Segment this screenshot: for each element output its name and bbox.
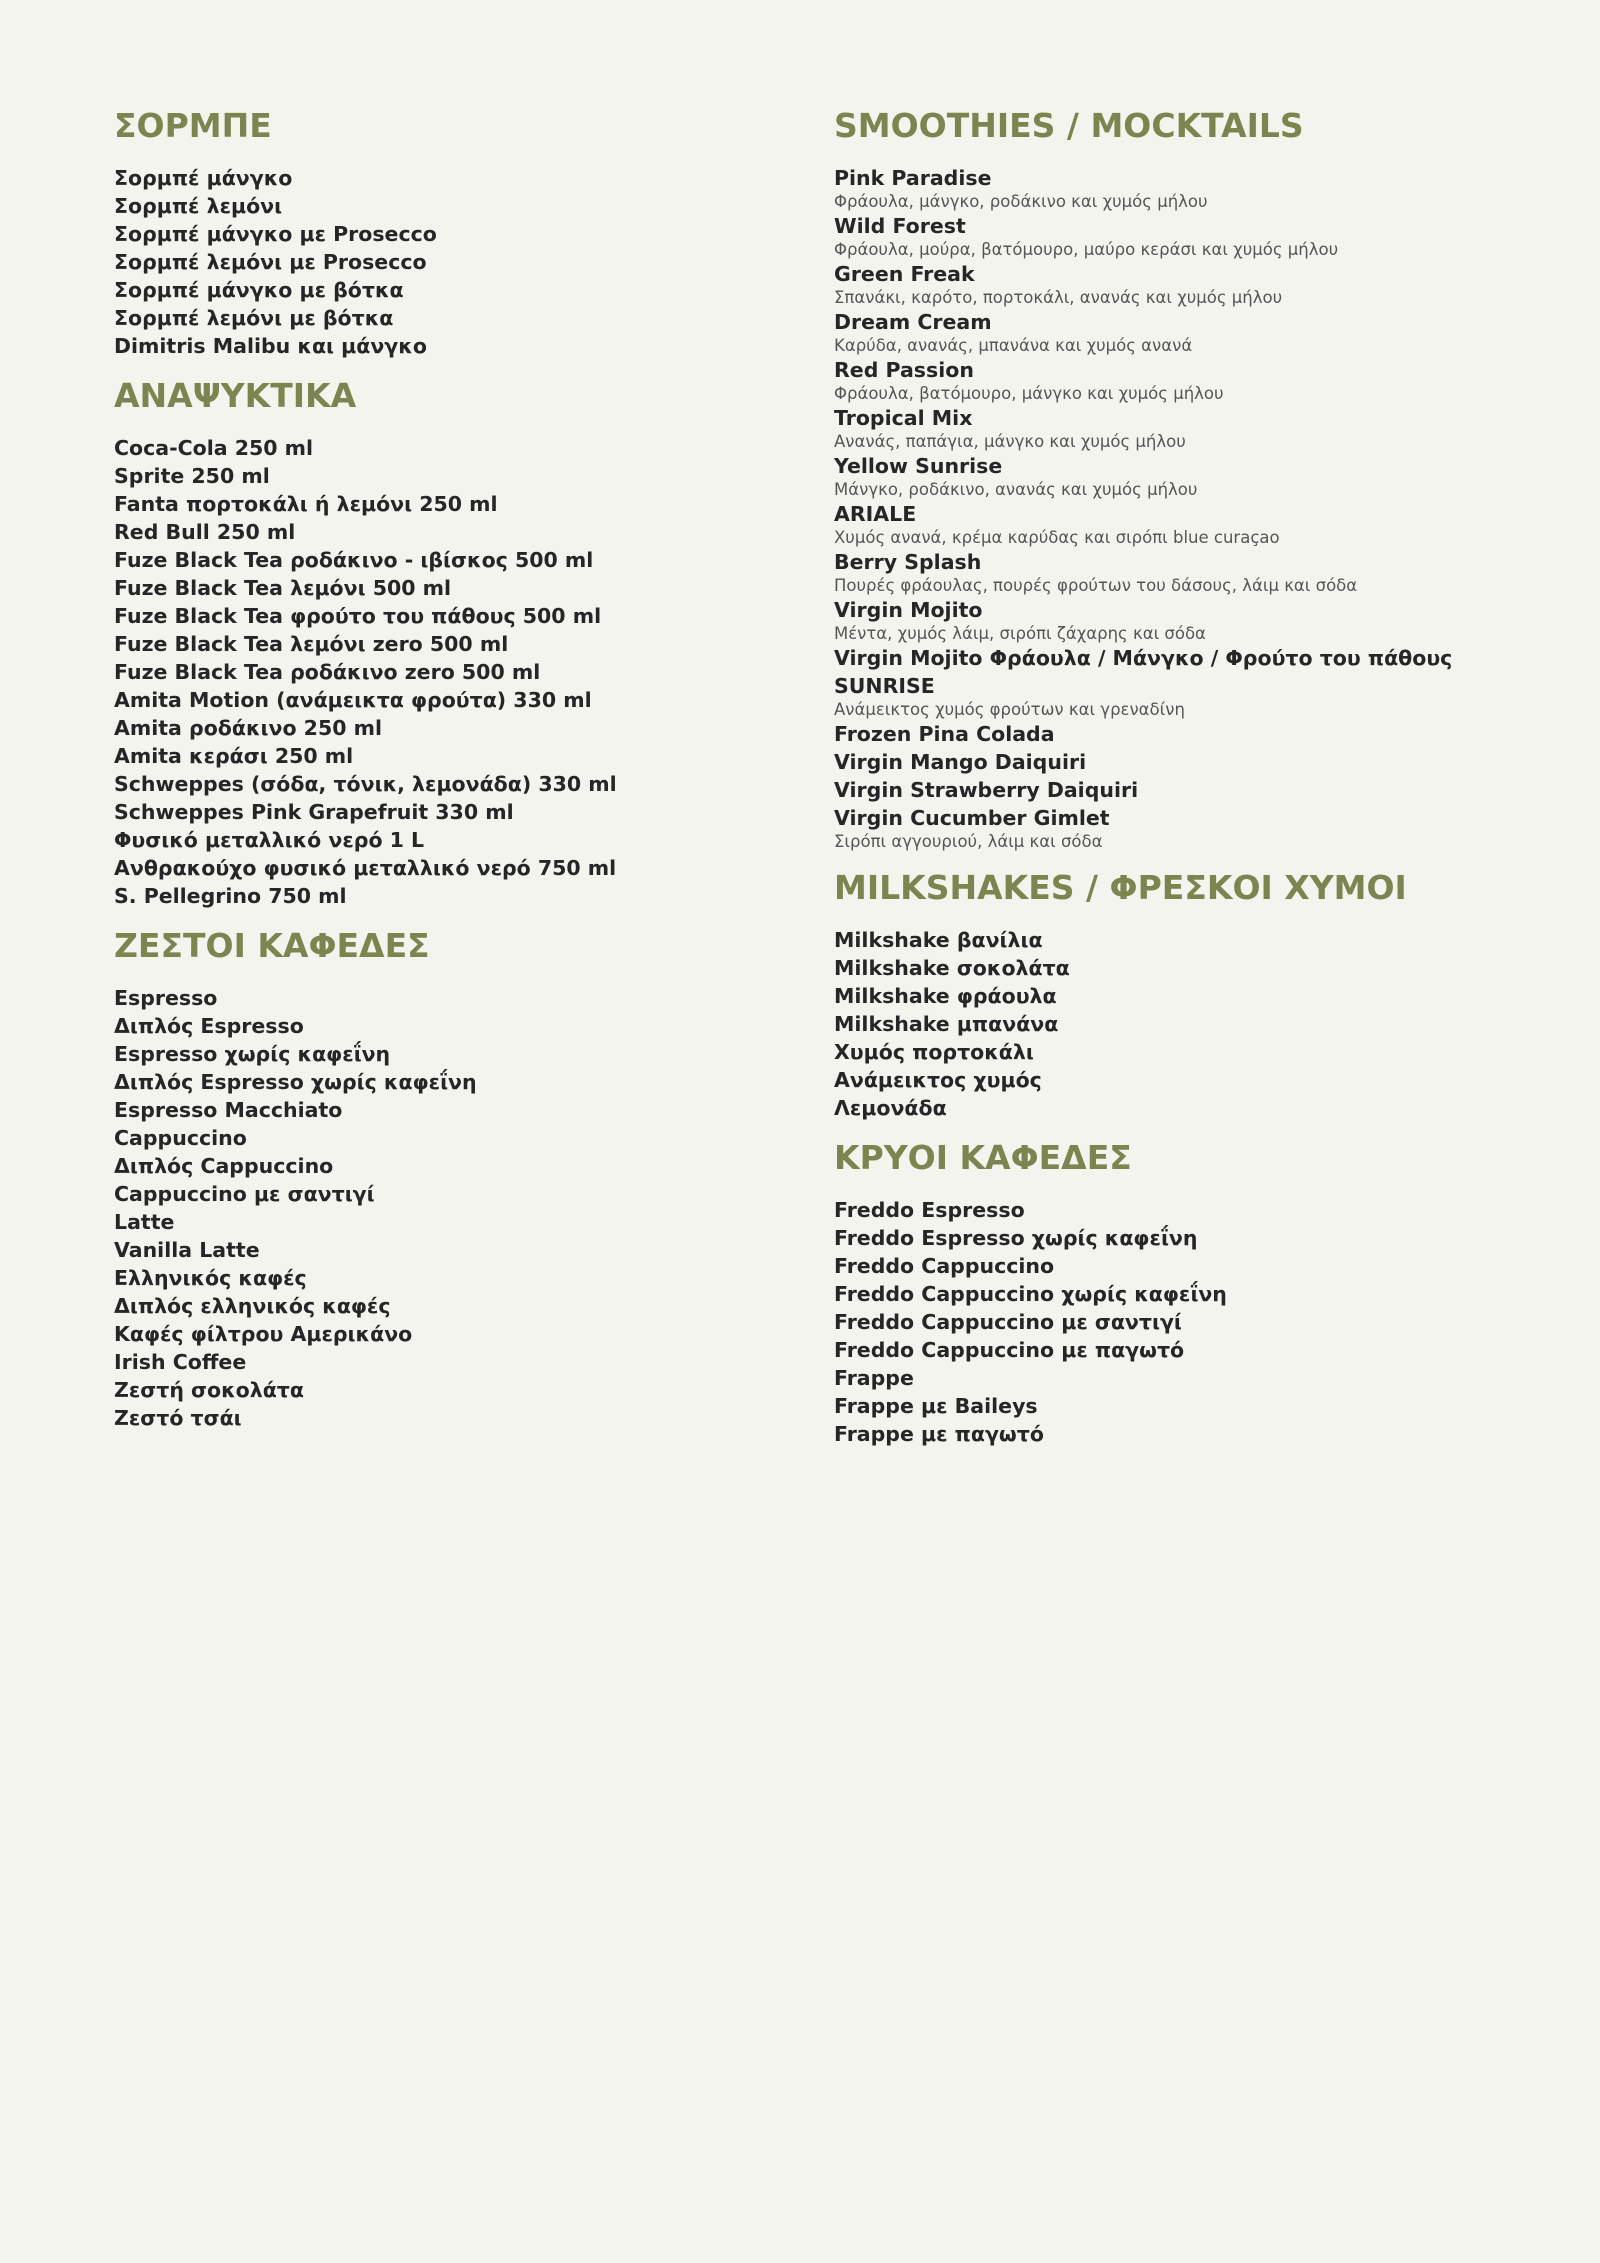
menu-item-name: Fuze Black Tea ροδάκινο zero 500 ml xyxy=(114,660,541,684)
menu-item xyxy=(834,308,1574,356)
menu-item xyxy=(114,1292,754,1320)
menu-item xyxy=(114,1124,754,1152)
menu-item-name: Χυμός πορτοκάλι xyxy=(834,1040,1034,1064)
menu-item xyxy=(114,490,754,518)
menu-item-name: Ανάμεικτος χυμός xyxy=(834,1068,1042,1092)
menu-item xyxy=(114,304,754,332)
menu-item-name: Tropical Mix xyxy=(834,406,973,430)
menu-item-description: Φράουλα, μάνγκο, ροδάκινο και χυμός μήλου xyxy=(834,192,1208,211)
menu-item-name: Amita ροδάκινο 250 ml xyxy=(114,716,383,740)
menu-item-name: Ζεστό τσάι xyxy=(114,1406,242,1430)
menu-item-name: Frozen Pina Colada xyxy=(834,722,1055,746)
menu-item xyxy=(114,854,754,882)
menu-item xyxy=(114,546,754,574)
menu-item-name: S. Pellegrino 750 ml xyxy=(114,884,347,908)
menu-item-name: Σορμπέ μάνγκο xyxy=(114,166,293,190)
menu-item-name: Σορμπέ λεμόνι xyxy=(114,194,283,218)
menu-item-name: Ανθρακούχο φυσικό μεταλλικό νερό 750 ml xyxy=(114,856,617,880)
menu-item-name: Milkshake μπανάνα xyxy=(834,1012,1059,1036)
menu-item xyxy=(834,954,1574,982)
menu-item-name: Coca-Cola 250 ml xyxy=(114,436,314,460)
menu-item xyxy=(114,276,754,304)
menu-item-name: Freddo Cappuccino xyxy=(834,1254,1055,1278)
menu-item-name: Σορμπέ μάνγκο με βότκα xyxy=(114,278,404,302)
menu-item-name: Cappuccino xyxy=(114,1126,247,1150)
menu-item xyxy=(834,164,1574,212)
menu-item-name: Freddo Cappuccino με σαντιγί xyxy=(834,1310,1182,1334)
menu-item-name: Sprite 250 ml xyxy=(114,464,270,488)
menu-item xyxy=(834,356,1574,404)
menu-item-name: Λεμονάδα xyxy=(834,1096,947,1120)
section-title: ΚΡΥΟΙ ΚΑΦΕΔΕΣ xyxy=(834,1138,1132,1177)
menu-item xyxy=(114,1040,754,1068)
menu-item-description: Καρύδα, ανανάς, μπανάνα και χυμός ανανά xyxy=(834,336,1193,355)
menu-item xyxy=(114,770,754,798)
menu-item xyxy=(834,1336,1574,1364)
menu-item xyxy=(834,1420,1574,1448)
menu-item-name: Freddo Cappuccino χωρίς καφεΐνη xyxy=(834,1282,1227,1306)
menu-item-name: Green Freak xyxy=(834,262,975,286)
menu-item-name: Διπλός ελληνικός καφές xyxy=(114,1294,391,1318)
menu-item-name: Red Passion xyxy=(834,358,974,382)
menu-item xyxy=(114,984,754,1012)
menu-item-name: Freddo Espresso xyxy=(834,1198,1025,1222)
menu-item xyxy=(834,500,1574,548)
menu-item xyxy=(834,1066,1574,1094)
section-title: ΑΝΑΨΥΚΤΙΚΑ xyxy=(114,376,357,415)
menu-item xyxy=(114,192,754,220)
menu-item xyxy=(114,1068,754,1096)
menu-item-name: ARIALE xyxy=(834,502,917,526)
menu-item-name: Frappe xyxy=(834,1366,914,1390)
menu-item-name: Freddo Cappuccino με παγωτό xyxy=(834,1338,1185,1362)
menu-item xyxy=(834,1010,1574,1038)
menu-item xyxy=(114,630,754,658)
menu-item-name: Virgin Mojito xyxy=(834,598,983,622)
menu-item xyxy=(114,686,754,714)
menu-item-name: Wild Forest xyxy=(834,214,966,238)
menu-item xyxy=(114,220,754,248)
menu-item-name: Milkshake σοκολάτα xyxy=(834,956,1070,980)
menu-item-name: Dream Cream xyxy=(834,310,992,334)
menu-item-name: Διπλός Espresso χωρίς καφεΐνη xyxy=(114,1070,477,1094)
menu-item xyxy=(114,1012,754,1040)
menu-item-name: Espresso χωρίς καφεΐνη xyxy=(114,1042,391,1066)
menu-item-name: Fanta πορτοκάλι ή λεμόνι 250 ml xyxy=(114,492,498,516)
menu-item-description: Μάνγκο, ροδάκινο, ανανάς και χυμός μήλου xyxy=(834,480,1198,499)
menu-item xyxy=(834,1038,1574,1066)
menu-item xyxy=(114,1208,754,1236)
section-title: SMOOTHIES / MOCKTAILS xyxy=(834,106,1304,145)
menu-item xyxy=(834,260,1574,308)
menu-item xyxy=(834,1392,1574,1420)
menu-item-name: Ελληνικός καφές xyxy=(114,1266,307,1290)
section-title: ΣΟΡΜΠΕ xyxy=(114,106,272,145)
menu-item xyxy=(114,574,754,602)
menu-section xyxy=(114,924,754,1432)
menu-section xyxy=(834,1136,1574,1448)
menu-section xyxy=(114,104,754,360)
menu-item-name: Pink Paradise xyxy=(834,166,992,190)
menu-item xyxy=(114,434,754,462)
menu-item-name: Latte xyxy=(114,1210,175,1234)
menu-item-name: Frappe με Baileys xyxy=(834,1394,1038,1418)
menu-section xyxy=(834,866,1574,1122)
menu-item xyxy=(834,1224,1574,1252)
menu-item xyxy=(114,882,754,910)
menu-item-name: Vanilla Latte xyxy=(114,1238,260,1262)
menu-item-name: SUNRISE xyxy=(834,674,935,698)
menu-item-name: Virgin Strawberry Daiquiri xyxy=(834,778,1139,802)
menu-item xyxy=(114,602,754,630)
menu-item-name: Schweppes Pink Grapefruit 330 ml xyxy=(114,800,514,824)
menu-item-name: Virgin Cucumber Gimlet xyxy=(834,806,1110,830)
menu-item xyxy=(834,1364,1574,1392)
menu-item xyxy=(834,452,1574,500)
menu-item xyxy=(834,720,1574,748)
menu-item xyxy=(834,1196,1574,1224)
menu-section xyxy=(114,374,754,910)
menu-section xyxy=(834,104,1574,852)
menu-item xyxy=(114,1236,754,1264)
left-column xyxy=(114,104,754,1446)
menu-item xyxy=(114,164,754,192)
menu-item-name: Fuze Black Tea λεμόνι 500 ml xyxy=(114,576,452,600)
menu-item xyxy=(114,714,754,742)
menu-item-name: Yellow Sunrise xyxy=(834,454,1003,478)
menu-item-name: Virgin Mango Daiquiri xyxy=(834,750,1087,774)
menu-item xyxy=(834,212,1574,260)
menu-item xyxy=(834,548,1574,596)
menu-item-name: Milkshake φράουλα xyxy=(834,984,1057,1008)
menu-item xyxy=(834,804,1574,852)
menu-item-name: Milkshake βανίλια xyxy=(834,928,1043,952)
menu-item-name: Espresso xyxy=(114,986,218,1010)
menu-item-name: Frappe με παγωτό xyxy=(834,1422,1044,1446)
menu-item xyxy=(114,798,754,826)
menu-item-description: Σπανάκι, καρότο, πορτοκάλι, ανανάς και χυμός μήλου xyxy=(834,288,1283,307)
menu-item-name: Berry Splash xyxy=(834,550,982,574)
menu-item-description: Σιρόπι αγγουριού, λάιμ και σόδα xyxy=(834,832,1103,851)
menu-item-name: Schweppes (σόδα, τόνικ, λεμονάδα) 330 ml xyxy=(114,772,617,796)
menu-item xyxy=(834,1094,1574,1122)
menu-item-name: Σορμπέ λεμόνι με βότκα xyxy=(114,306,394,330)
menu-item-name: Freddo Espresso χωρίς καφεΐνη xyxy=(834,1226,1198,1250)
menu-item xyxy=(114,1320,754,1348)
menu-item xyxy=(834,776,1574,804)
menu-item xyxy=(114,518,754,546)
menu-item xyxy=(114,1404,754,1432)
menu-item xyxy=(834,748,1574,776)
menu-item-name: Σορμπέ μάνγκο με Prosecco xyxy=(114,222,437,246)
menu-item-name: Irish Coffee xyxy=(114,1350,247,1374)
menu-item xyxy=(114,248,754,276)
section-title: MILKSHAKES / ΦΡΕΣΚΟΙ ΧΥΜΟΙ xyxy=(834,868,1407,907)
menu-item-name: Red Bull 250 ml xyxy=(114,520,296,544)
menu-item xyxy=(114,826,754,854)
menu-item-description: Ανάμεικτος χυμός φρούτων και γρεναδίνη xyxy=(834,700,1185,719)
menu-item-description: Φράουλα, μούρα, βατόμουρο, μαύρο κεράσι και χυμός μήλου xyxy=(834,240,1339,259)
menu-item xyxy=(834,1308,1574,1336)
menu-item xyxy=(834,672,1574,720)
menu-item xyxy=(834,926,1574,954)
menu-item xyxy=(114,1264,754,1292)
menu-item xyxy=(114,1180,754,1208)
menu-item-name: Διπλός Cappuccino xyxy=(114,1154,334,1178)
menu-item-name: Virgin Mojito Φράουλα / Μάνγκο / Φρούτο του πάθους xyxy=(834,646,1453,670)
menu-item-name: Διπλός Espresso xyxy=(114,1014,304,1038)
menu-item xyxy=(114,332,754,360)
menu-item xyxy=(114,1096,754,1124)
menu-item-description: Χυμός ανανά, κρέμα καρύδας και σιρόπι blue curaçao xyxy=(834,528,1280,547)
menu-item xyxy=(114,1348,754,1376)
menu-item-description: Φράουλα, βατόμουρο, μάνγκο και χυμός μήλου xyxy=(834,384,1224,403)
menu-item xyxy=(834,982,1574,1010)
menu-item-description: Ανανάς, παπάγια, μάνγκο και χυμός μήλου xyxy=(834,432,1186,451)
menu-item-description: Πουρές φράουλας, πουρές φρούτων του δάσους, λάιμ και σόδα xyxy=(834,576,1358,595)
menu-item-name: Σορμπέ λεμόνι με Prosecco xyxy=(114,250,427,274)
menu-item-name: Espresso Macchiato xyxy=(114,1098,343,1122)
section-title: ΖΕΣΤΟΙ ΚΑΦΕΔΕΣ xyxy=(114,926,430,965)
menu-item-name: Ζεστή σοκολάτα xyxy=(114,1378,304,1402)
menu-item-name: Cappuccino με σαντιγί xyxy=(114,1182,375,1206)
menu-item xyxy=(114,742,754,770)
menu-item-name: Dimitris Malibu και μάνγκο xyxy=(114,334,427,358)
menu-item-description: Μέντα, χυμός λάιμ, σιρόπι ζάχαρης και σόδα xyxy=(834,624,1206,643)
menu-item xyxy=(834,596,1574,644)
menu-item-name: Fuze Black Tea φρούτο του πάθους 500 ml xyxy=(114,604,602,628)
menu-item-name: Φυσικό μεταλλικό νερό 1 L xyxy=(114,828,425,852)
menu-item xyxy=(114,1376,754,1404)
menu-item-name: Amita Motion (ανάμεικτα φρούτα) 330 ml xyxy=(114,688,592,712)
menu-item xyxy=(114,658,754,686)
menu-item xyxy=(834,1280,1574,1308)
right-column xyxy=(834,104,1574,1462)
menu-item-name: Fuze Black Tea ροδάκινο - ιβίσκος 500 ml xyxy=(114,548,594,572)
menu-item xyxy=(114,1152,754,1180)
menu-item xyxy=(114,462,754,490)
menu-item xyxy=(834,404,1574,452)
menu-item xyxy=(834,1252,1574,1280)
menu-item-name: Καφές φίλτρου Αμερικάνο xyxy=(114,1322,413,1346)
menu-item-name: Amita κεράσι 250 ml xyxy=(114,744,354,768)
menu-item-name: Fuze Black Tea λεμόνι zero 500 ml xyxy=(114,632,509,656)
menu-item xyxy=(834,644,1574,672)
